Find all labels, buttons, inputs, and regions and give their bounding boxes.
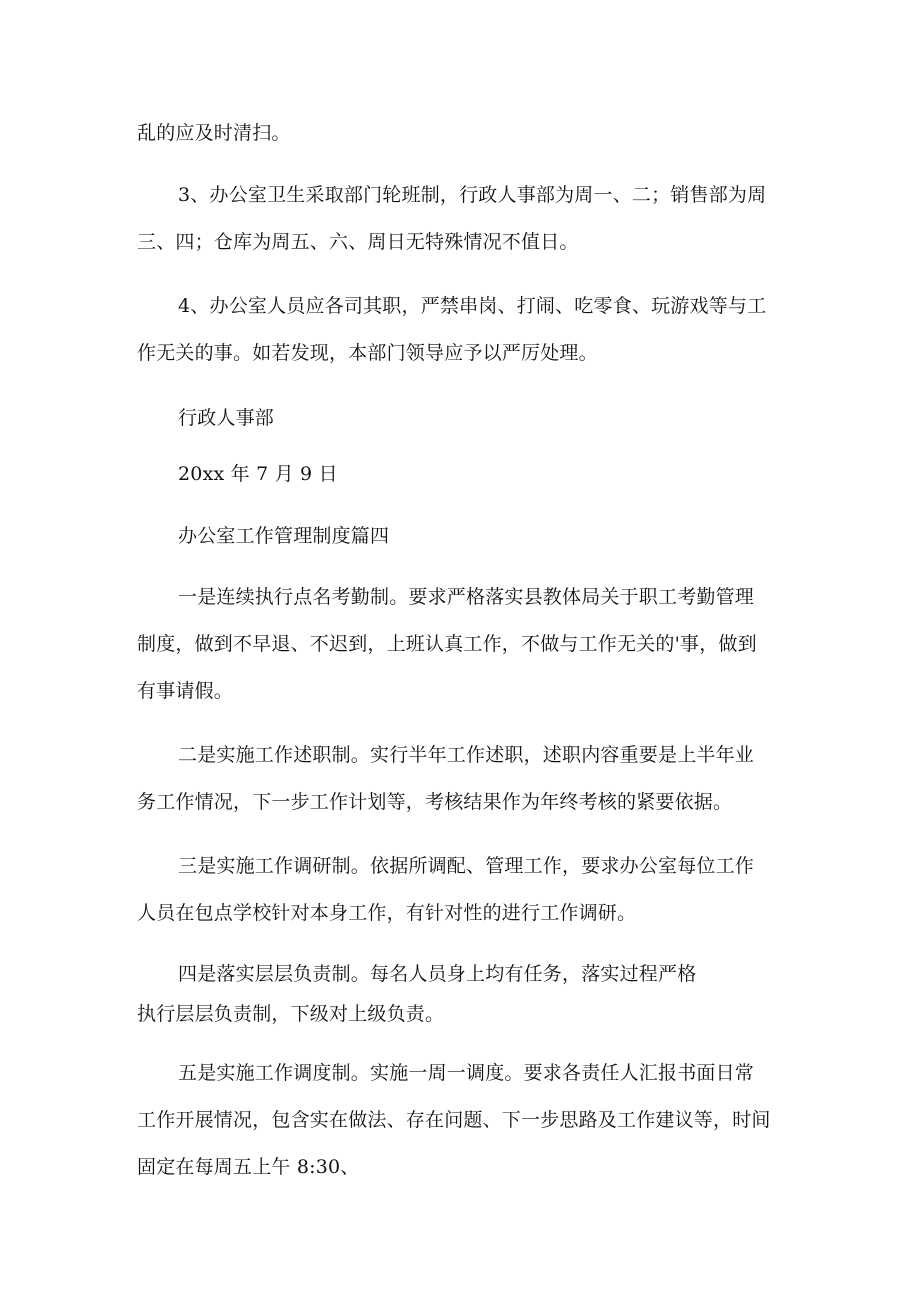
paragraph-8-line-2: 工作开展情况，包含实在做法、存在问题、下一步思路及工作建议等，时间 bbox=[137, 1109, 771, 1131]
paragraph-6-line-1: 三是实施工作调研制。依据所调配、管理工作，要求办公室每位工作 bbox=[178, 855, 755, 877]
paragraph-4-line-1: 一是连续执行点名考勤制。要求严格落实县教体局关于职工考勤管理 bbox=[178, 586, 755, 608]
signature-date: 20xx 年 7 月 9 日 bbox=[178, 463, 338, 485]
paragraph-2-line-2: 三、四；仓库为周五、六、周日无特殊情况不值日。 bbox=[137, 231, 579, 253]
paragraph-8-line-3: 固定在每周五上午 8:30、 bbox=[137, 1156, 360, 1178]
signature-department: 行政人事部 bbox=[178, 407, 275, 429]
paragraph-3-line-2: 作无关的事。如若发现，本部门领导应予以严厉处理。 bbox=[137, 342, 598, 364]
paragraph-8-line-1: 五是实施工作调度制。实施一周一调度。要求各责任人汇报书面日常 bbox=[178, 1062, 755, 1084]
section-title: 办公室工作管理制度篇四 bbox=[178, 525, 390, 547]
paragraph-4-line-2: 制度，做到不早退、不迟到，上班认真工作，不做与工作无关的'事，做到 bbox=[137, 633, 757, 655]
paragraph-4-line-3: 有事请假。 bbox=[137, 680, 234, 702]
paragraph-7-line-1: 四是落实层层负责制。每名人员身上均有任务，落实过程严格 bbox=[178, 963, 697, 985]
paragraph-2-line-1: 3、办公室卫生采取部门轮班制，行政人事部为周一、二；销售部为周 bbox=[178, 184, 767, 206]
paragraph-5-line-1: 二是实施工作述职制。实行半年工作述职，述职内容重要是上半年业 bbox=[178, 744, 755, 766]
paragraph-5-line-2: 务工作情况，下一步工作计划等，考核结果作为年终考核的紧要依据。 bbox=[137, 791, 733, 813]
paragraph-6-line-2: 人员在包点学校针对本身工作，有针对性的进行工作调研。 bbox=[137, 902, 637, 924]
paragraph-1-line-1: 乱的应及时清扫。 bbox=[137, 122, 291, 144]
paragraph-7-line-2: 执行层层负责制，下级对上级负责。 bbox=[137, 1003, 445, 1025]
paragraph-3-line-1: 4、办公室人员应各司其职，严禁串岗、打闹、吃零食、玩游戏等与工 bbox=[178, 295, 767, 317]
